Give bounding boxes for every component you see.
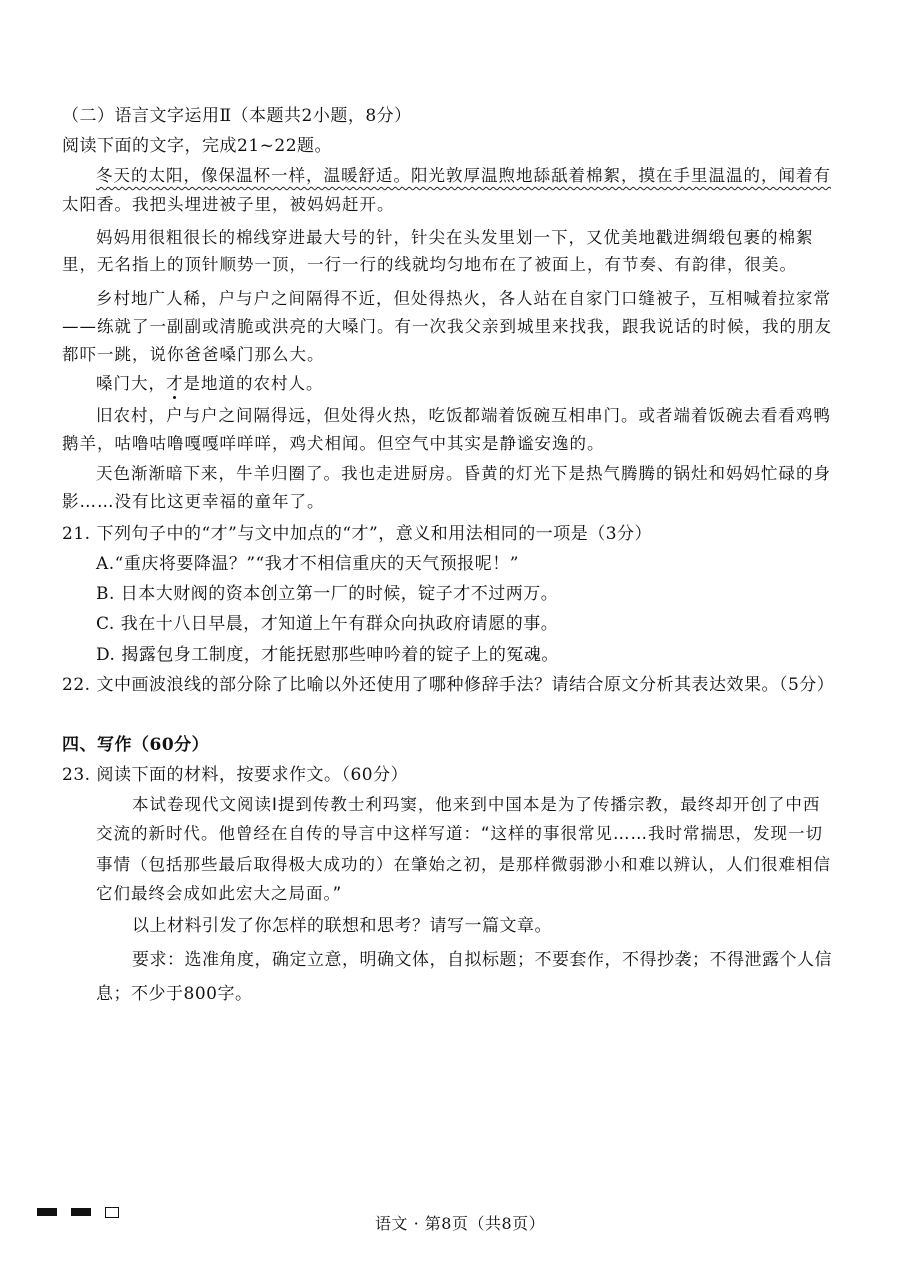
material-line: 交流的新时代。他曾经在自传的导言中这样写道：“这样的事很常见……我时常揣思，发现一切 [96, 824, 824, 843]
passage-line: 天色渐渐暗下来，牛羊归圈了。我也走进厨房。昏黄的灯光下是热气腾腾的锅灶和妈妈忙碌的身 [96, 464, 831, 483]
question-21-option-d: D. 揭露包身工制度，才能抚慰那些呻吟着的锭子上的冤魂。 [96, 645, 559, 665]
question-22-stem: 22. 文中画波浪线的部分除了比喻以外还使用了哪种修辞手法？请结合原文分析其表达效果。（5分） [62, 675, 835, 695]
question-21-option-c: C. 我在十八日早晨，才知道上午有群众向执政府请愿的事。 [96, 614, 559, 634]
filled-block-mark [71, 1208, 91, 1216]
emphasis-dot-char: 才 [166, 374, 184, 393]
page-number: 语文 · 第8页（共8页） [375, 1214, 546, 1233]
material-line: 它们最终会成如此宏大之局面。” [96, 884, 343, 903]
passage-line: ——练就了一副副或清脆或洪亮的大嗓门。有一次我父亲到城里来找我，跟我说话的时候，我的朋友 [62, 317, 832, 336]
section-4-heading: 四、写作（60分） [62, 735, 210, 755]
writing-requirements-cont: 息；不少于800字。 [96, 984, 253, 1004]
passage-line: 影……没有比这更幸福的童年了。 [62, 492, 325, 511]
hollow-block-mark [105, 1207, 119, 1218]
section-instruction: 阅读下面的文字，完成21~22题。 [62, 136, 333, 156]
text-segment: 是地道的农村人。 [183, 374, 324, 393]
passage-line: 里，无名指上的顶针顺势一顶，一行一行的线就均匀地布在了被面上，有节奏、有韵律，很美。 [62, 255, 797, 274]
question-21-option-a: A.“重庆将要降温？”“我才不相信重庆的天气预报呢！” [96, 554, 519, 574]
passage-line: 妈妈用很粗很长的棉线穿进最大号的针，针尖在头发里划一下，又优美地戳进绸缎包裹的棉絮 [96, 228, 814, 247]
question-21-option-b: B. 日本大财阀的资本创立第一厂的时候，锭子才不过两万。 [96, 584, 559, 604]
passage-line-dotted [96, 372, 324, 396]
passage-wavy-sentence [96, 164, 831, 188]
passage-line: 都吓一跳，说你爸爸嗓门那么大。 [62, 345, 325, 364]
writing-prompt: 以上材料引发了你怎样的联想和思考？请写一篇文章。 [132, 916, 552, 936]
section-heading: （二）语言文字运用Ⅱ（本题共2小题，8分） [62, 106, 412, 126]
material-line: 事情（包括那些最后取得极大成功的）在肇始之初，是那样微弱渺小和难以辨认，人们很难相信 [96, 855, 831, 874]
passage-line: 旧农村，户与户之间隔得远，但处得火热，吃饭都端着饭碗互相串门。或者端着饭碗去看看鸡鸭 [96, 406, 831, 425]
passage-line: 鹅羊，咕噜咕噜嘎嘎咩咩咩，鸡犬相闻。但空气中其实是静谧安逸的。 [62, 434, 605, 453]
filled-block-mark [37, 1208, 57, 1216]
passage-line: 太阳香。我把头埋进被子里，被妈妈赶开。 [62, 195, 395, 214]
material-line: 本试卷现代文阅读Ⅰ提到传教士利玛窦，他来到中国本是为了传播宗教，最终却开创了中西 [132, 795, 821, 814]
question-21-stem: 21. 下列句子中的“才”与文中加点的“才”，意义和用法相同的一项是（3分） [62, 524, 653, 544]
question-23-stem: 23. 阅读下面的材料，按要求作文。（60分） [62, 765, 409, 785]
text-segment: 嗓门大， [96, 374, 166, 393]
wavy-underline-text: 冬天的太阳，像保温杯一样，温暖舒适。阳光敦厚温煦地舔舐着棉絮，摸在手里温温的，闻着有 [96, 166, 831, 185]
writing-requirements: 要求：选准角度，确定立意，明确文体，自拟标题；不要套作，不得抄袭；不得泄露个人信 [132, 950, 832, 970]
passage-line: 乡村地广人稀，户与户之间隔得不近，但处得热火，各人站在自家门口缝被子，互相喊着拉家常 [96, 289, 831, 308]
